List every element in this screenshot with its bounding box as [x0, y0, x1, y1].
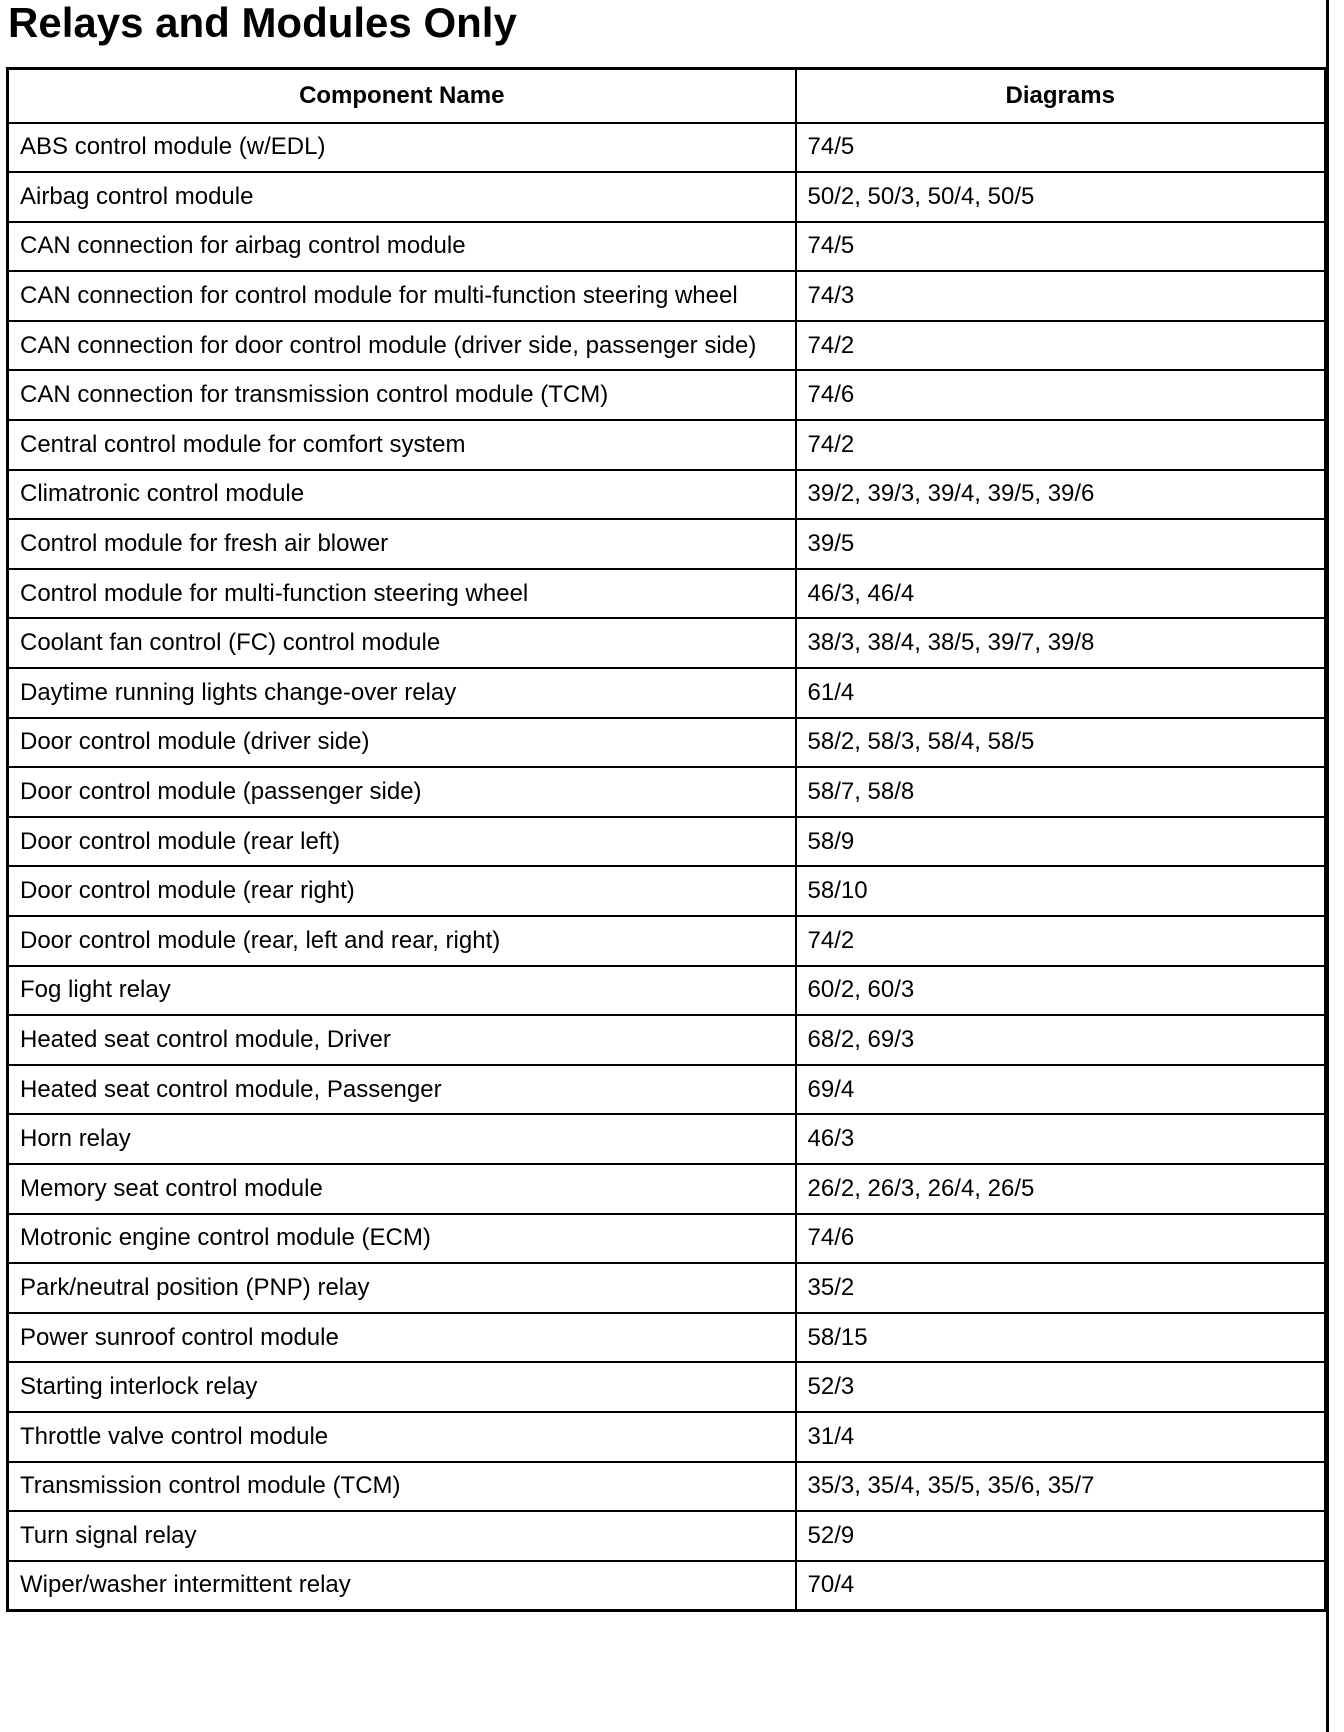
- table-row: [8, 866, 1326, 916]
- diagrams-cell: 74/5: [796, 222, 1326, 272]
- table-row: [8, 668, 1326, 718]
- table-row: [8, 817, 1326, 867]
- table-row: [8, 1313, 1326, 1363]
- table-row: [8, 618, 1326, 668]
- table-row: [8, 370, 1326, 420]
- component-name-cell: Park/neutral position (PNP) relay: [8, 1263, 796, 1313]
- diagrams-cell: 74/6: [796, 370, 1326, 420]
- component-name-cell: Door control module (rear right): [8, 866, 796, 916]
- component-name-cell: Heated seat control module, Passenger: [8, 1065, 796, 1115]
- diagrams-cell: 68/2, 69/3: [796, 1015, 1326, 1065]
- component-name-cell: Heated seat control module, Driver: [8, 1015, 796, 1065]
- table-row: [8, 916, 1326, 966]
- component-name-cell: Motronic engine control module (ECM): [8, 1214, 796, 1264]
- table-row: [8, 767, 1326, 817]
- component-name-cell: CAN connection for control module for multi-function steering wheel: [8, 271, 796, 321]
- component-name-cell: CAN connection for door control module (driver side, passenger side): [8, 321, 796, 371]
- diagrams-cell: 69/4: [796, 1065, 1326, 1115]
- table-row: [8, 420, 1326, 470]
- table-row: [8, 1511, 1326, 1561]
- table-row: [8, 966, 1326, 1016]
- diagrams-cell: 74/6: [796, 1214, 1326, 1264]
- diagrams-cell: 39/5: [796, 519, 1326, 569]
- component-name-cell: Fog light relay: [8, 966, 796, 1016]
- table-row: [8, 569, 1326, 619]
- component-name-cell: Control module for multi-function steering wheel: [8, 569, 796, 619]
- component-name-cell: Power sunroof control module: [8, 1313, 796, 1363]
- diagrams-cell: 58/7, 58/8: [796, 767, 1326, 817]
- component-name-cell: CAN connection for airbag control module: [8, 222, 796, 272]
- component-name-cell: Door control module (passenger side): [8, 767, 796, 817]
- component-name-cell: ABS control module (w/EDL): [8, 123, 796, 173]
- diagrams-cell: 50/2, 50/3, 50/4, 50/5: [796, 172, 1326, 222]
- table-row: [8, 271, 1326, 321]
- diagrams-cell: 58/15: [796, 1313, 1326, 1363]
- component-name-cell: Throttle valve control module: [8, 1412, 796, 1462]
- component-name-cell: Transmission control module (TCM): [8, 1462, 796, 1512]
- table-row: [8, 321, 1326, 371]
- table-row: [8, 519, 1326, 569]
- diagrams-cell: 38/3, 38/4, 38/5, 39/7, 39/8: [796, 618, 1326, 668]
- table-header-row: [8, 69, 1326, 123]
- diagrams-cell: 46/3: [796, 1114, 1326, 1164]
- table-row: [8, 1362, 1326, 1412]
- table-row: [8, 1412, 1326, 1462]
- diagrams-cell: 74/2: [796, 321, 1326, 371]
- diagrams-cell: 35/2: [796, 1263, 1326, 1313]
- diagrams-cell: 52/9: [796, 1511, 1326, 1561]
- component-name-cell: Central control module for comfort system: [8, 420, 796, 470]
- table-row: [8, 172, 1326, 222]
- relays-table-container: [6, 67, 1324, 1612]
- diagrams-cell: 74/5: [796, 123, 1326, 173]
- diagrams-cell: 60/2, 60/3: [796, 966, 1326, 1016]
- table-row: [8, 222, 1326, 272]
- relays-modules-table: [6, 67, 1327, 1612]
- component-name-cell: Control module for fresh air blower: [8, 519, 796, 569]
- component-name-cell: CAN connection for transmission control module (TCM): [8, 370, 796, 420]
- diagrams-cell: 74/3: [796, 271, 1326, 321]
- page-title: Relays and Modules Only: [8, 0, 517, 46]
- diagrams-cell: 52/3: [796, 1362, 1326, 1412]
- table-row: [8, 1561, 1326, 1611]
- component-name-cell: Starting interlock relay: [8, 1362, 796, 1412]
- component-name-cell: Door control module (rear, left and rear, right): [8, 916, 796, 966]
- component-name-cell: Climatronic control module: [8, 470, 796, 520]
- component-name-cell: Door control module (rear left): [8, 817, 796, 867]
- component-name-cell: Memory seat control module: [8, 1164, 796, 1214]
- table-row: [8, 123, 1326, 173]
- table-row: [8, 718, 1326, 768]
- table-row: [8, 1263, 1326, 1313]
- component-name-cell: Airbag control module: [8, 172, 796, 222]
- diagrams-cell: 74/2: [796, 420, 1326, 470]
- diagrams-cell: 39/2, 39/3, 39/4, 39/5, 39/6: [796, 470, 1326, 520]
- diagrams-cell: 58/2, 58/3, 58/4, 58/5: [796, 718, 1326, 768]
- column-header-diagrams: Diagrams: [796, 69, 1326, 123]
- diagrams-cell: 31/4: [796, 1412, 1326, 1462]
- table-row: [8, 1015, 1326, 1065]
- diagrams-cell: 61/4: [796, 668, 1326, 718]
- table-row: [8, 1065, 1326, 1115]
- diagrams-cell: 26/2, 26/3, 26/4, 26/5: [796, 1164, 1326, 1214]
- table-row: [8, 1214, 1326, 1264]
- diagrams-cell: 70/4: [796, 1561, 1326, 1611]
- component-name-cell: Coolant fan control (FC) control module: [8, 618, 796, 668]
- diagrams-cell: 74/2: [796, 916, 1326, 966]
- diagrams-cell: 58/10: [796, 866, 1326, 916]
- table-row: [8, 1462, 1326, 1512]
- column-header-component-name: Component Name: [8, 69, 796, 123]
- component-name-cell: Horn relay: [8, 1114, 796, 1164]
- table-row: [8, 1114, 1326, 1164]
- diagrams-cell: 58/9: [796, 817, 1326, 867]
- component-name-cell: Door control module (driver side): [8, 718, 796, 768]
- component-name-cell: Daytime running lights change-over relay: [8, 668, 796, 718]
- table-row: [8, 1164, 1326, 1214]
- diagrams-cell: 35/3, 35/4, 35/5, 35/6, 35/7: [796, 1462, 1326, 1512]
- component-name-cell: Turn signal relay: [8, 1511, 796, 1561]
- diagrams-cell: 46/3, 46/4: [796, 569, 1326, 619]
- table-body: [8, 123, 1326, 1611]
- component-name-cell: Wiper/washer intermittent relay: [8, 1561, 796, 1611]
- table-row: [8, 470, 1326, 520]
